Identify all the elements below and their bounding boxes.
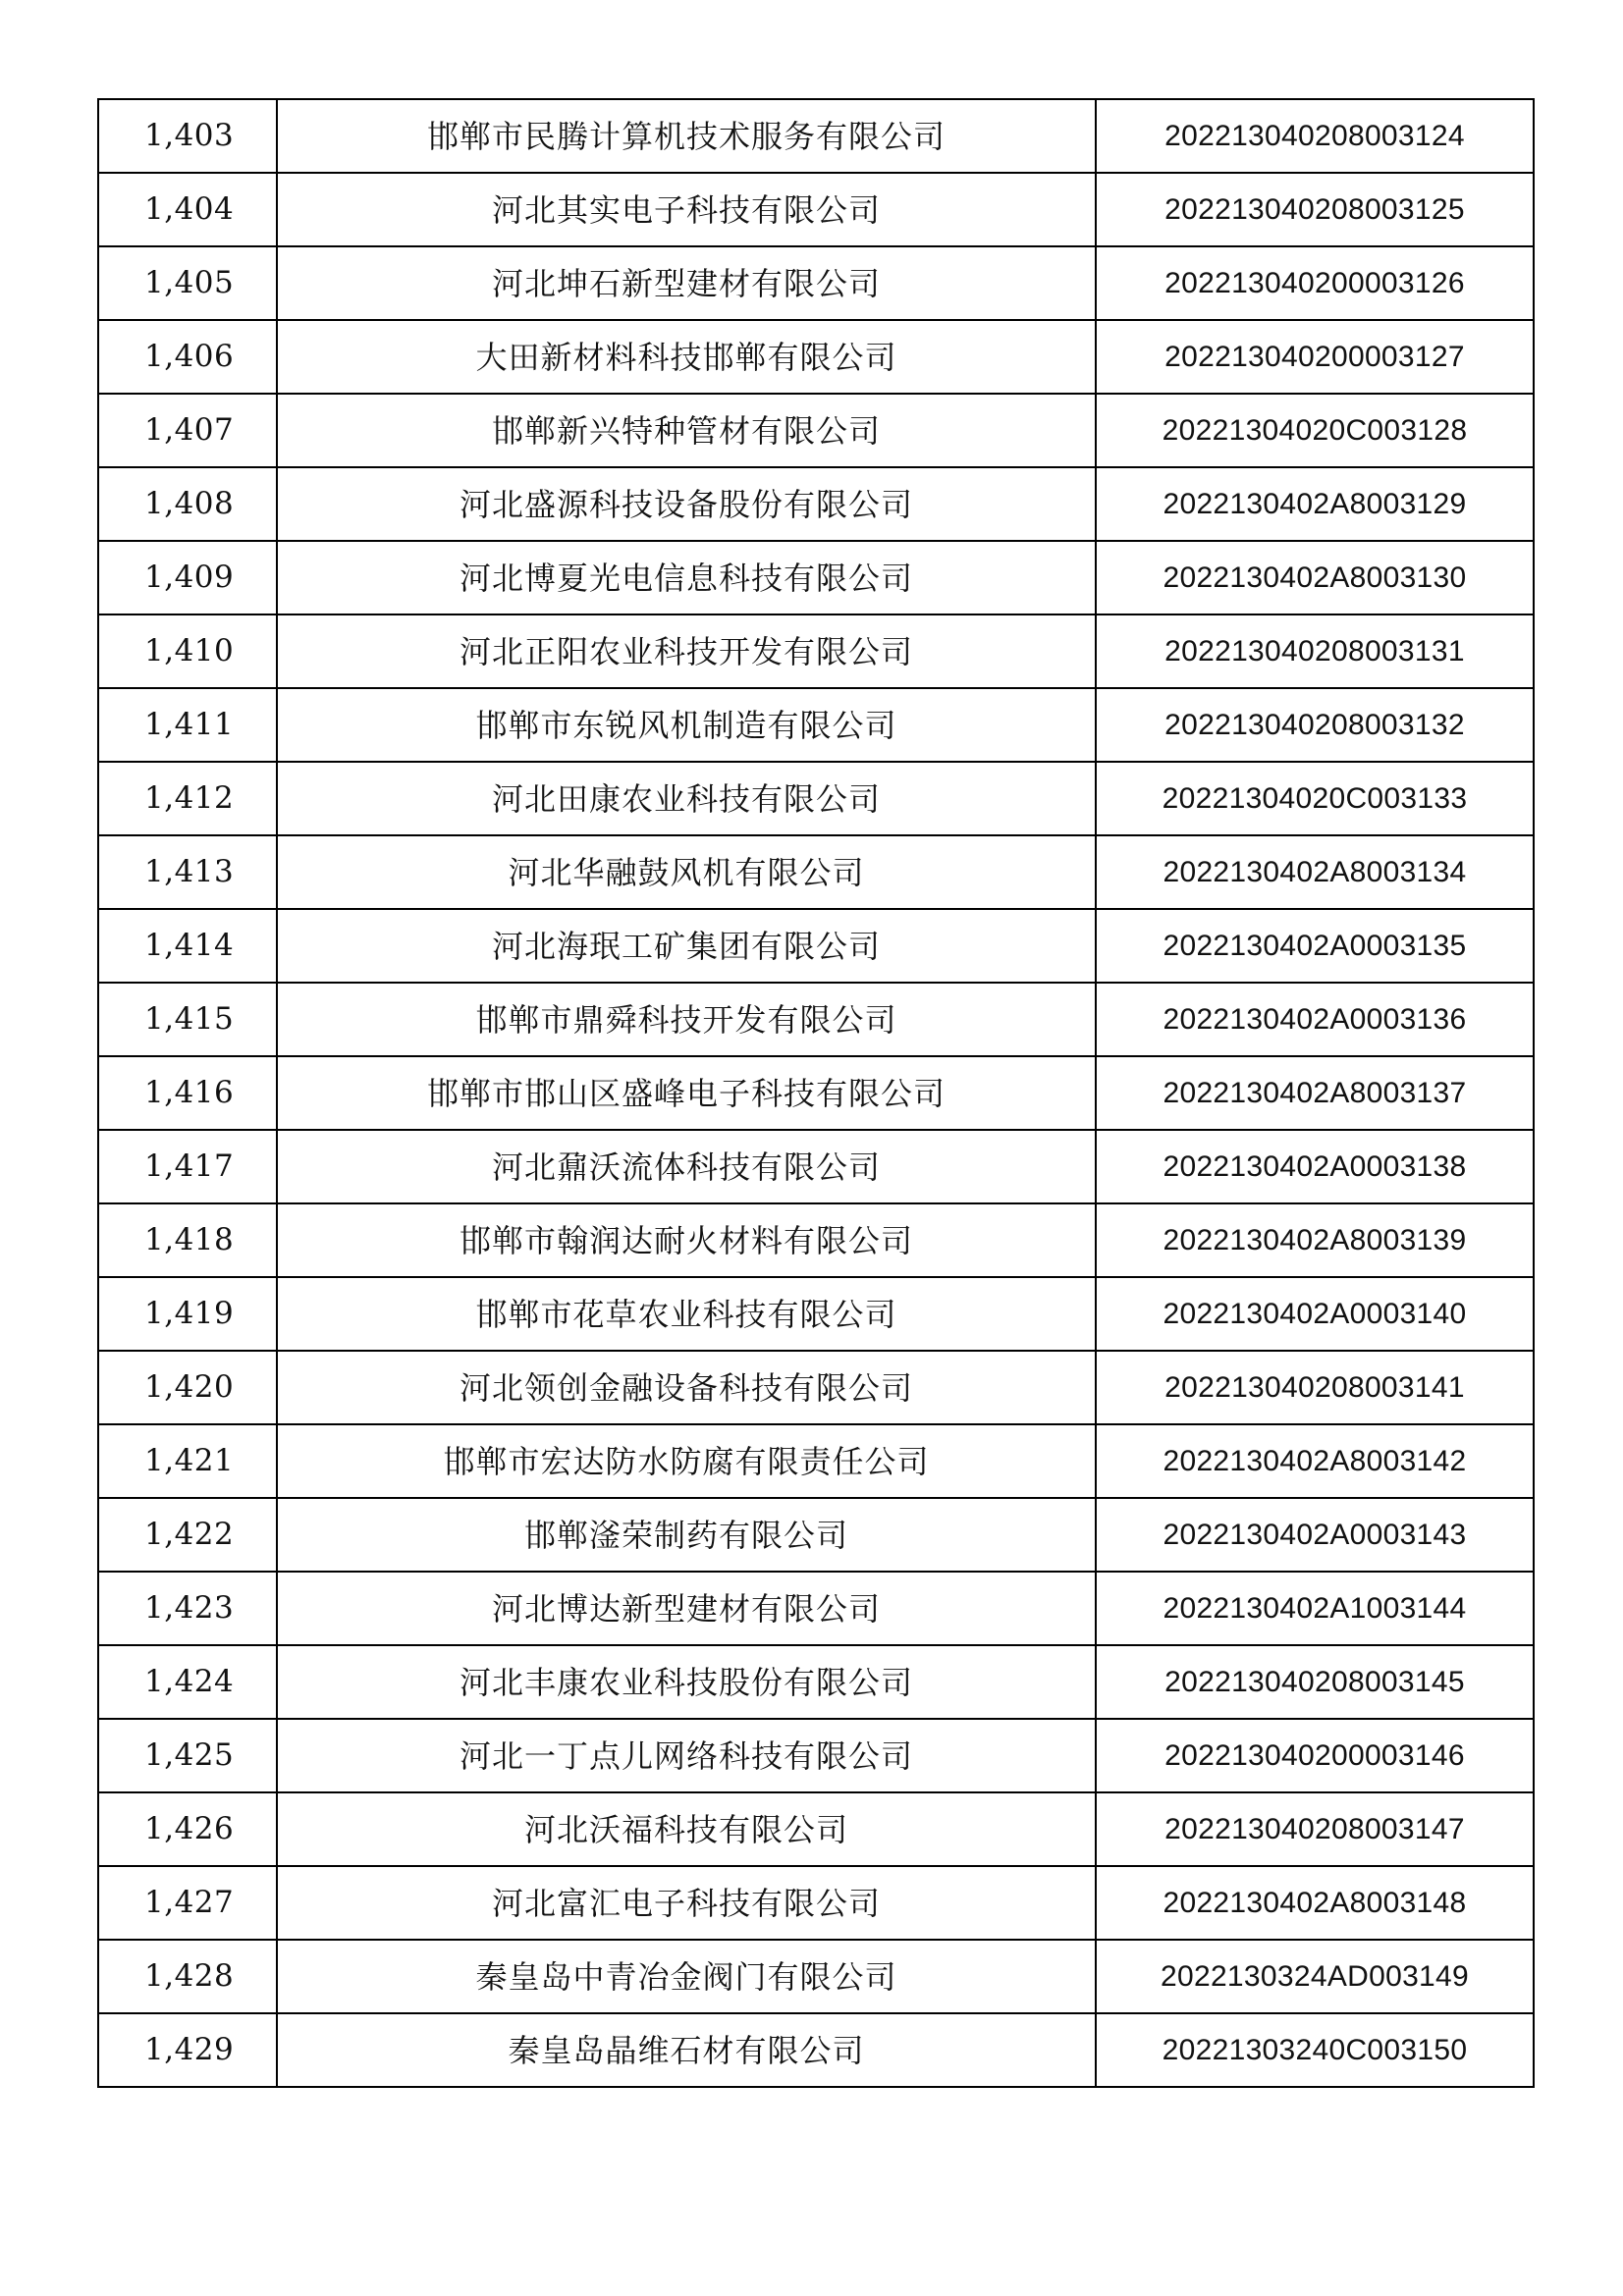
company-name-cell: 河北田康农业科技有限公司: [277, 762, 1096, 835]
row-number-cell: 1,421: [98, 1424, 277, 1498]
company-name-cell: 河北丰康农业科技股份有限公司: [277, 1645, 1096, 1719]
company-name-cell: 邯郸市翰润达耐火材料有限公司: [277, 1203, 1096, 1277]
table-row: [98, 320, 1534, 394]
row-number-cell: 1,410: [98, 614, 277, 688]
row-number-cell: 1,425: [98, 1719, 277, 1792]
registration-code-cell: 2022130402A8003137: [1096, 1056, 1534, 1130]
table-row: [98, 1056, 1534, 1130]
company-name-cell: 邯郸滏荣制药有限公司: [277, 1498, 1096, 1572]
company-name-cell: 邯郸市民腾计算机技术服务有限公司: [277, 99, 1096, 173]
table-row: [98, 467, 1534, 541]
row-number-cell: 1,420: [98, 1351, 277, 1424]
table-row: [98, 1351, 1534, 1424]
table-row: [98, 835, 1534, 909]
company-name-cell: 河北鼐沃流体科技有限公司: [277, 1130, 1096, 1203]
company-list-table: [97, 98, 1535, 2088]
row-number-cell: 1,429: [98, 2013, 277, 2087]
registration-code-cell: 2022130402A8003142: [1096, 1424, 1534, 1498]
company-name-cell: 大田新材料科技邯郸有限公司: [277, 320, 1096, 394]
row-number-cell: 1,405: [98, 246, 277, 320]
row-number-cell: 1,423: [98, 1572, 277, 1645]
registration-code-cell: 202213040208003132: [1096, 688, 1534, 762]
table-row: [98, 1424, 1534, 1498]
company-list-table-container: [97, 98, 1533, 2088]
row-number-cell: 1,414: [98, 909, 277, 983]
company-name-cell: 河北博达新型建材有限公司: [277, 1572, 1096, 1645]
company-name-cell: 邯郸市邯山区盛峰电子科技有限公司: [277, 1056, 1096, 1130]
table-row: [98, 1940, 1534, 2013]
company-name-cell: 邯郸新兴特种管材有限公司: [277, 394, 1096, 467]
company-name-cell: 河北一丁点儿网络科技有限公司: [277, 1719, 1096, 1792]
row-number-cell: 1,416: [98, 1056, 277, 1130]
company-name-cell: 河北盛源科技设备股份有限公司: [277, 467, 1096, 541]
company-name-cell: 秦皇岛中青冶金阀门有限公司: [277, 1940, 1096, 2013]
table-row: [98, 1866, 1534, 1940]
table-row: [98, 394, 1534, 467]
table-row: [98, 99, 1534, 173]
company-name-cell: 邯郸市鼎舜科技开发有限公司: [277, 983, 1096, 1056]
row-number-cell: 1,409: [98, 541, 277, 614]
registration-code-cell: 2022130402A1003144: [1096, 1572, 1534, 1645]
company-name-cell: 河北富汇电子科技有限公司: [277, 1866, 1096, 1940]
company-name-cell: 邯郸市宏达防水防腐有限责任公司: [277, 1424, 1096, 1498]
company-name-cell: 河北正阳农业科技开发有限公司: [277, 614, 1096, 688]
registration-code-cell: 202213040208003125: [1096, 173, 1534, 246]
table-row: [98, 1203, 1534, 1277]
table-row: [98, 688, 1534, 762]
row-number-cell: 1,406: [98, 320, 277, 394]
row-number-cell: 1,408: [98, 467, 277, 541]
registration-code-cell: 2022130402A8003130: [1096, 541, 1534, 614]
company-name-cell: 河北沃福科技有限公司: [277, 1792, 1096, 1866]
company-name-cell: 邯郸市东锐风机制造有限公司: [277, 688, 1096, 762]
row-number-cell: 1,417: [98, 1130, 277, 1203]
company-name-cell: 秦皇岛晶维石材有限公司: [277, 2013, 1096, 2087]
registration-code-cell: 2022130402A8003139: [1096, 1203, 1534, 1277]
row-number-cell: 1,424: [98, 1645, 277, 1719]
row-number-cell: 1,403: [98, 99, 277, 173]
company-name-cell: 河北华融鼓风机有限公司: [277, 835, 1096, 909]
registration-code-cell: 2022130402A0003140: [1096, 1277, 1534, 1351]
row-number-cell: 1,407: [98, 394, 277, 467]
company-name-cell: 河北博夏光电信息科技有限公司: [277, 541, 1096, 614]
registration-code-cell: 2022130402A8003148: [1096, 1866, 1534, 1940]
registration-code-cell: 2022130324AD003149: [1096, 1940, 1534, 2013]
company-name-cell: 河北海珉工矿集团有限公司: [277, 909, 1096, 983]
table-row: [98, 1277, 1534, 1351]
row-number-cell: 1,428: [98, 1940, 277, 2013]
registration-code-cell: 20221304020C003133: [1096, 762, 1534, 835]
registration-code-cell: 202213040208003145: [1096, 1645, 1534, 1719]
table-row: [98, 2013, 1534, 2087]
registration-code-cell: 2022130402A8003129: [1096, 467, 1534, 541]
row-number-cell: 1,415: [98, 983, 277, 1056]
table-row: [98, 983, 1534, 1056]
registration-code-cell: 202213040208003141: [1096, 1351, 1534, 1424]
table-row: [98, 246, 1534, 320]
row-number-cell: 1,419: [98, 1277, 277, 1351]
registration-code-cell: 2022130402A0003143: [1096, 1498, 1534, 1572]
table-row: [98, 1719, 1534, 1792]
table-row: [98, 1130, 1534, 1203]
company-name-cell: 河北领创金融设备科技有限公司: [277, 1351, 1096, 1424]
table-row: [98, 614, 1534, 688]
row-number-cell: 1,411: [98, 688, 277, 762]
row-number-cell: 1,426: [98, 1792, 277, 1866]
table-row: [98, 1498, 1534, 1572]
registration-code-cell: 2022130402A0003136: [1096, 983, 1534, 1056]
row-number-cell: 1,413: [98, 835, 277, 909]
table-row: [98, 909, 1534, 983]
registration-code-cell: 20221303240C003150: [1096, 2013, 1534, 2087]
table-row: [98, 173, 1534, 246]
company-name-cell: 河北其实电子科技有限公司: [277, 173, 1096, 246]
row-number-cell: 1,412: [98, 762, 277, 835]
company-name-cell: 邯郸市花草农业科技有限公司: [277, 1277, 1096, 1351]
table-row: [98, 1572, 1534, 1645]
registration-code-cell: 2022130402A8003134: [1096, 835, 1534, 909]
registration-code-cell: 202213040208003124: [1096, 99, 1534, 173]
registration-code-cell: 202213040200003126: [1096, 246, 1534, 320]
registration-code-cell: 202213040200003127: [1096, 320, 1534, 394]
registration-code-cell: 20221304020C003128: [1096, 394, 1534, 467]
table-row: [98, 1645, 1534, 1719]
company-name-cell: 河北坤石新型建材有限公司: [277, 246, 1096, 320]
registration-code-cell: 202213040200003146: [1096, 1719, 1534, 1792]
registration-code-cell: 2022130402A0003135: [1096, 909, 1534, 983]
registration-code-cell: 2022130402A0003138: [1096, 1130, 1534, 1203]
row-number-cell: 1,404: [98, 173, 277, 246]
registration-code-cell: 202213040208003131: [1096, 614, 1534, 688]
table-row: [98, 762, 1534, 835]
table-row: [98, 541, 1534, 614]
row-number-cell: 1,422: [98, 1498, 277, 1572]
registration-code-cell: 202213040208003147: [1096, 1792, 1534, 1866]
table-row: [98, 1792, 1534, 1866]
table-body: [98, 99, 1534, 2087]
row-number-cell: 1,427: [98, 1866, 277, 1940]
row-number-cell: 1,418: [98, 1203, 277, 1277]
